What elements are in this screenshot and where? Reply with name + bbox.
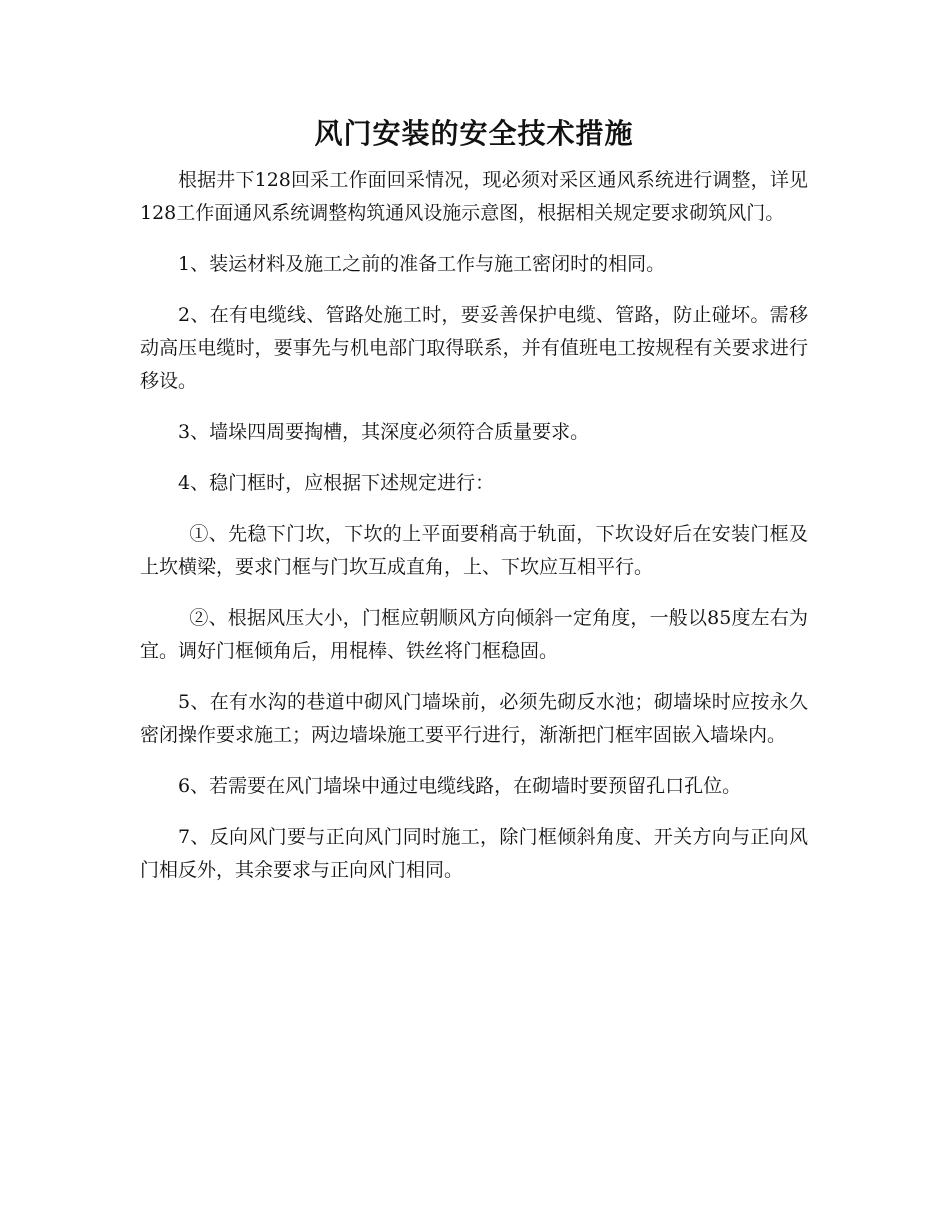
measure-3-paragraph: 3、墙垛四周要掏槽，其深度必须符合质量要求。 [178,421,590,443]
measure-4-sub-1-paragraph: ①、先稳下门坎，下坎的上平面要稍高于轨面，下坎设好后在安装门框及上坎横梁，要求门框与门坎互成直角，上、下坎应互相平行。 [140,523,808,578]
measure-4-paragraph: 4、稳门框时，应根据下述规定进行： [178,472,495,494]
document-title: 风门安装的安全技术措施 [314,117,634,150]
measure-2-paragraph: 2、在有电缆线、管路处施工时，要妥善保护电缆、管路，防止碰坏。需移动高压电缆时，要事先与机电部门取得联系，并有值班电工按规程有关要求进行移设。 [140,304,808,392]
measure-5-paragraph: 5、在有水沟的巷道中砌风门墙垛前，必须先砌反水池；砌墙垛时应按永久密闭操作要求施工；两边墙垛施工要平行进行，渐渐把门框牢固嵌入墙垛内。 [140,691,808,746]
measure-1-paragraph: 1、装运材料及施工之前的准备工作与施工密闭时的相同。 [178,253,666,275]
document-page [140,112,808,905]
measure-7-paragraph: 7、反向风门要与正向风门同时施工，除门框倾斜角度、开关方向与正向风门相反外，其余要求与正向风门相同。 [140,826,808,881]
measure-6-paragraph: 6、若需要在风门墙垛中通过电缆线路，在砌墙时要预留孔口孔位。 [178,775,742,797]
intro-paragraph: 根据井下128回采工作面回采情况，现必须对采区通风系统进行调整，详见128工作面通风系统调整构筑通风设施示意图，根据相关规定要求砌筑风门。 [140,169,808,224]
measure-4-sub-2-paragraph: ②、根据风压大小，门框应朝顺风方向倾斜一定角度，一般以85度左右为宜。调好门框倾角后，用棍棒、铁丝将门框稳固。 [140,607,808,662]
